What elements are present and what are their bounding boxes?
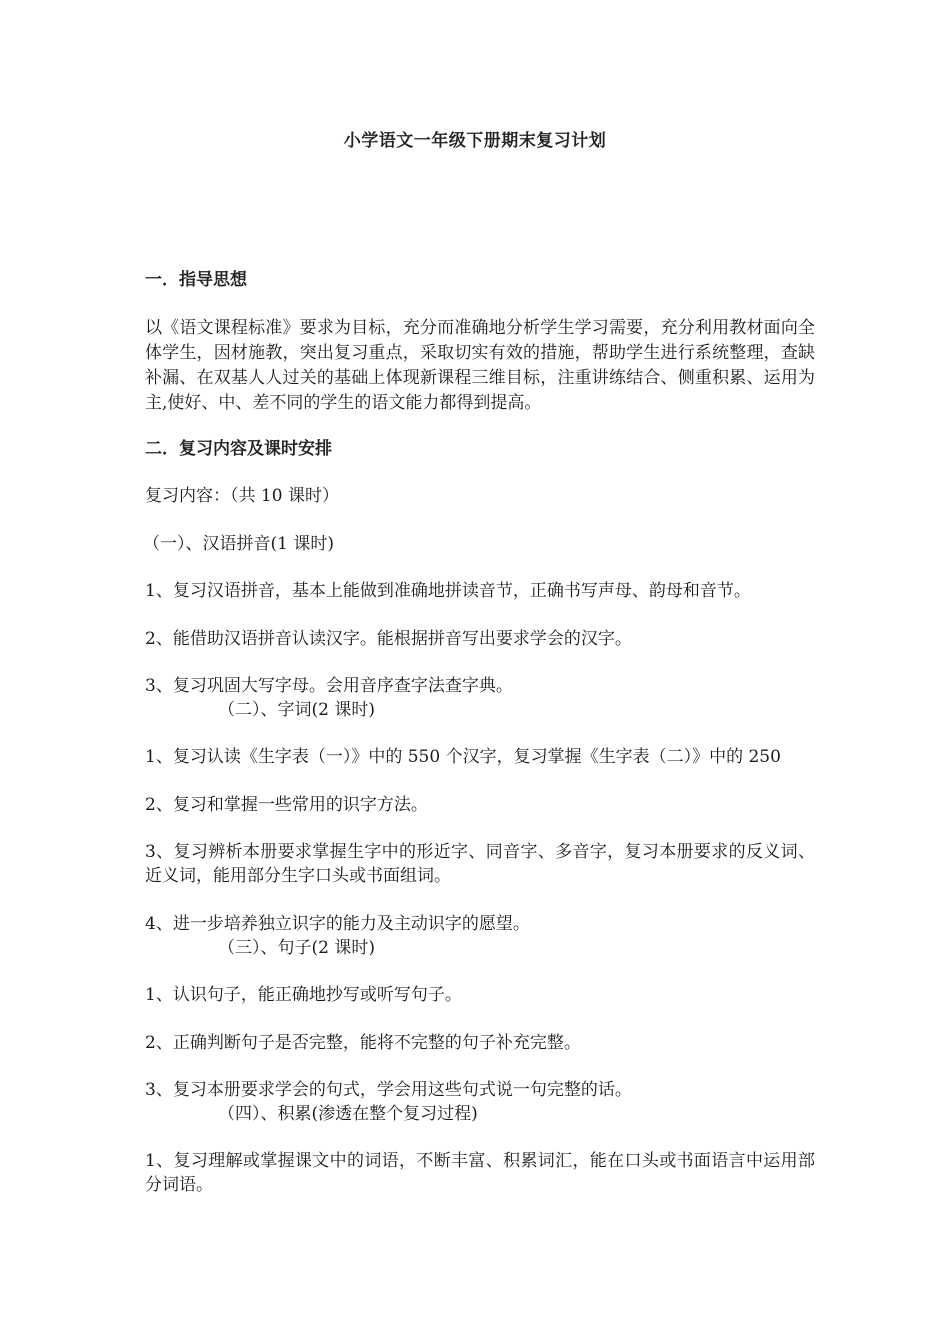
part-1-heading: （一）、汉语拼音(1 课时) <box>143 534 334 554</box>
part-2-heading: （二）、字词(2 课时) <box>218 700 375 720</box>
part-1-item-3: 3、复习巩固大写字母。会用音序查字法查字典。 <box>145 676 513 696</box>
part-3-item-1: 1、认识句子，能正确地抄写或听写句子。 <box>145 985 462 1005</box>
part-4-item-1: 1、复习理解或掌握课文中的词语，不断丰富、积累词汇，能在口头或书面语言中运用部分词语。 <box>145 1151 815 1195</box>
part-3-item-3: 3、复习本册要求学会的句式，学会用这些句式说一句完整的话。 <box>145 1080 632 1100</box>
part-3-heading: （三）、句子(2 课时) <box>218 938 375 958</box>
section-1-paragraph: 以《语文课程标准》要求为目标，充分而准确地分析学生学习需要，充分利用教材面向全体学生，因材施教，突出复习重点，采取切实有效的措施，帮助学生进行系统整理，查缺补漏、在双基人人过关的基础上体现新课程三维目标，注重讲练结合、侧重积累、运用为主,使好、中、差不同的学生的语文能力都得到提高。 <box>145 318 815 413</box>
part-1-item-1: 1、复习汉语拼音，基本上能做到准确地拼读音节，正确书写声母、韵母和音节。 <box>145 581 751 601</box>
part-4-heading: （四）、积累(渗透在整个复习过程) <box>218 1104 478 1124</box>
part-2-item-1: 1、复习认读《生字表（一）》中的 550 个汉字，复习掌握《生字表（二）》中的 250 <box>145 747 781 767</box>
part-2-item-4: 4、进一步培养独立识字的能力及主动识字的愿望。 <box>145 914 530 934</box>
section-2-heading: 二．复习内容及课时安排 <box>145 439 332 459</box>
part-2-item-2: 2、复习和掌握一些常用的识字方法。 <box>145 795 428 815</box>
part-2-item-3: 3、复习辨析本册要求掌握生字中的形近字、同音字、多音字，复习本册要求的反义词、近义词，能用部分生字口头或书面组词。 <box>145 842 815 886</box>
section-1-heading: 一．指导思想 <box>145 270 247 290</box>
review-content-label: 复习内容：（共 10 课时） <box>145 486 339 506</box>
document-title: 小学语文一年级下册期末复习计划 <box>343 131 607 151</box>
part-1-item-2: 2、能借助汉语拼音认读汉字。能根据拼音写出要求学会的汉字。 <box>145 629 632 649</box>
part-3-item-2: 2、正确判断句子是否完整，能将不完整的句子补充完整。 <box>145 1033 581 1053</box>
